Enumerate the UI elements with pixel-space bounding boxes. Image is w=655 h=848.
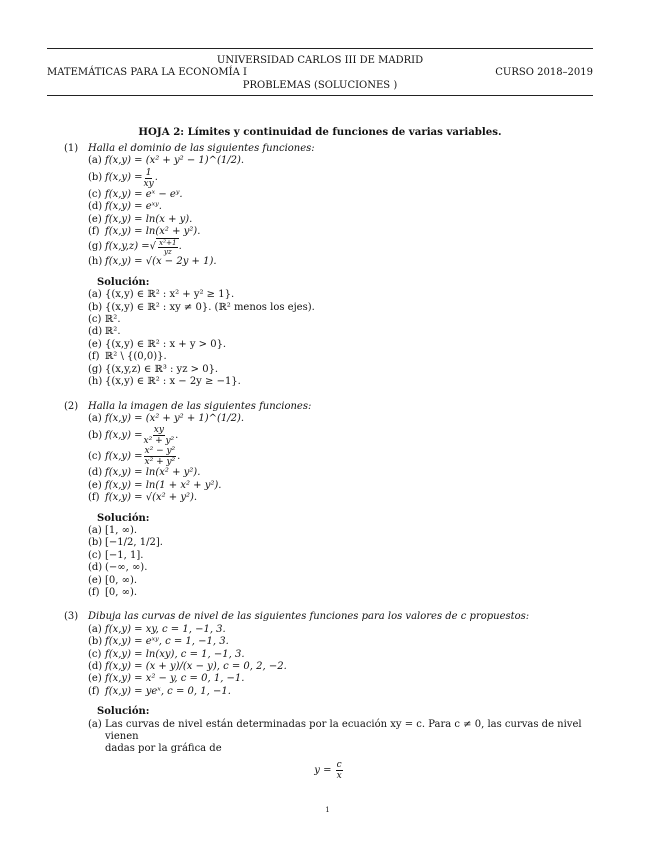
list-item: (a) f(x,y) = (x² + y² − 1)^(1/2). [88, 155, 245, 167]
header [47, 55, 593, 92]
list-item: (b) f(x,y) = $\frac{xy}{\text{x² + y²}}$ . [88, 425, 179, 447]
list-item: (f) f(x,y) = ln(x² + y²). [88, 226, 201, 238]
list-item: (g) {(x,y,z) ∈ ℝ³ : yz > 0}. [88, 363, 219, 375]
list-item: (d) f(x,y) = ln(x² + y²). [88, 467, 201, 479]
page-number: 1 [325, 806, 330, 814]
problem-1-items [88, 155, 594, 268]
list-item: (c) f(x,y) = ln(xy), c = 1, −1, 3. [88, 648, 245, 660]
problem-2-items [88, 413, 594, 505]
list-item: (e) {(x,y) ∈ ℝ² : x + y > 0}. [88, 338, 227, 350]
list-item: (b) f(x,y) = $\frac{1}{xy}$ . [88, 167, 158, 189]
list-item: (c) ℝ². [88, 314, 121, 326]
list-item: (e) f(x,y) = ln(x + y). [88, 213, 193, 225]
solution-heading: Solución: [97, 706, 150, 718]
fraction: $\frac{\text{x² − y²}}{\text{x² + y²}}$ [144, 446, 176, 468]
list-item: (e) f(x,y) = ln(1 + x² + y²). [88, 479, 222, 491]
solution-heading: Solución: [97, 512, 150, 524]
list-item: (b) f(x,y) = eˣʸ, c = 1, −1, 3. [88, 636, 229, 648]
content [64, 143, 594, 785]
course-year: CURSO 2018–2019 [495, 67, 593, 79]
equation: y = $\frac{c}{x}$ [314, 759, 342, 781]
list-item: (h) {(x,y) ∈ ℝ² : x − 2y ≥ −1}. [88, 376, 241, 388]
list-item: (d) f(x,y) = (x + y)/(x − y), c = 0, 2, −2. [88, 661, 287, 672]
list-item: (a) [1, ∞). [88, 524, 138, 536]
list-item: (h) f(x,y) = √(x − 2y + 1). [88, 256, 217, 268]
list-item: (c) [−1, 1]. [88, 549, 144, 561]
solution-heading: Solución: [97, 276, 150, 288]
problem-statement: Dibuja las curvas de nivel de las siguientes funciones para los valores de c propuestos: [88, 611, 530, 623]
problem-1 [64, 143, 594, 155]
list-item: (c) f(x,y) = eˣ − eʸ. [88, 188, 183, 200]
problem-3-items [88, 624, 594, 698]
list-item: (g) f(x,y,z) = √ $\frac{\text{x²+1}}{yz}$ . [88, 238, 182, 257]
list-item: (b) [−1/2, 1/2]. [88, 537, 163, 549]
list-item: (e) [0, ∞). [88, 574, 138, 586]
problem-1-solutions [88, 289, 594, 388]
fraction: $\frac{xy}{\text{x² + y²}}$ [143, 425, 175, 447]
fraction: $\frac{\text{x²+1}}{yz}$ [159, 238, 177, 257]
list-item: (a) f(x,y) = (x² + y² + 1)^(1/2). [88, 412, 245, 424]
problem-number: (2) [64, 400, 79, 412]
fraction: $\frac{c}{x}$ [336, 759, 342, 781]
problem-statement: Halla la imagen de las siguientes funciones: [88, 400, 312, 412]
list-item: (d) ℝ². [88, 326, 121, 338]
sheet-title: HOJA 2: Límites y continuidad de funciones de varias variables. [138, 126, 502, 138]
list-item: (e) f(x,y) = x² − y, c = 0, 1, −1. [88, 673, 245, 685]
course-name: MATEMÁTICAS PARA LA ECONOMÍA I [47, 67, 247, 79]
list-item: (f) f(x,y) = yeˣ, c = 0, 1, −1. [88, 685, 231, 697]
problem-2-solutions [88, 525, 594, 599]
list-item: (c) f(x,y) = $\frac{\text{x² − y²}}{\text{x² + y²}}$ . [88, 446, 181, 468]
problem-statement: Halla el dominio de las siguientes funciones: [88, 143, 315, 154]
university-name: UNIVERSIDAD CARLOS III DE MADRID [216, 55, 424, 66]
header-top-rule [47, 48, 593, 49]
problem-number: (1) [64, 143, 79, 154]
list-item: (d) (−∞, ∞). [88, 562, 148, 574]
list-item: (a) f(x,y) = xy, c = 1, −1, 3. [88, 623, 226, 635]
fraction: $\frac{1}{xy}$ [143, 167, 154, 189]
problem-2 [64, 401, 594, 413]
problem-3 [64, 611, 594, 623]
list-item: (f) ℝ² \ {(0,0)}. [88, 351, 167, 363]
list-item: (a) {(x,y) ∈ ℝ² : x² + y² ≥ 1}. [88, 289, 235, 301]
solution-paragraph: (a) Las curvas de nivel están determinadas por la ecuación xy = c. Para c ≠ 0, las curvas de nivel vienen dadas por la gráfica de [88, 718, 582, 755]
list-item: (d) f(x,y) = eˣʸ. [88, 201, 162, 213]
list-item: (f) [0, ∞). [88, 586, 138, 598]
header-bottom-rule [47, 95, 593, 96]
problem-number: (3) [64, 611, 79, 623]
list-item: (b) {(x,y) ∈ ℝ² : xy ≠ 0}. (ℝ² menos los ejes). [88, 301, 315, 313]
list-item: (f) f(x,y) = √(x² + y²). [88, 492, 198, 504]
header-subtitle: PROBLEMAS (SOLUCIONES ) [242, 79, 398, 91]
